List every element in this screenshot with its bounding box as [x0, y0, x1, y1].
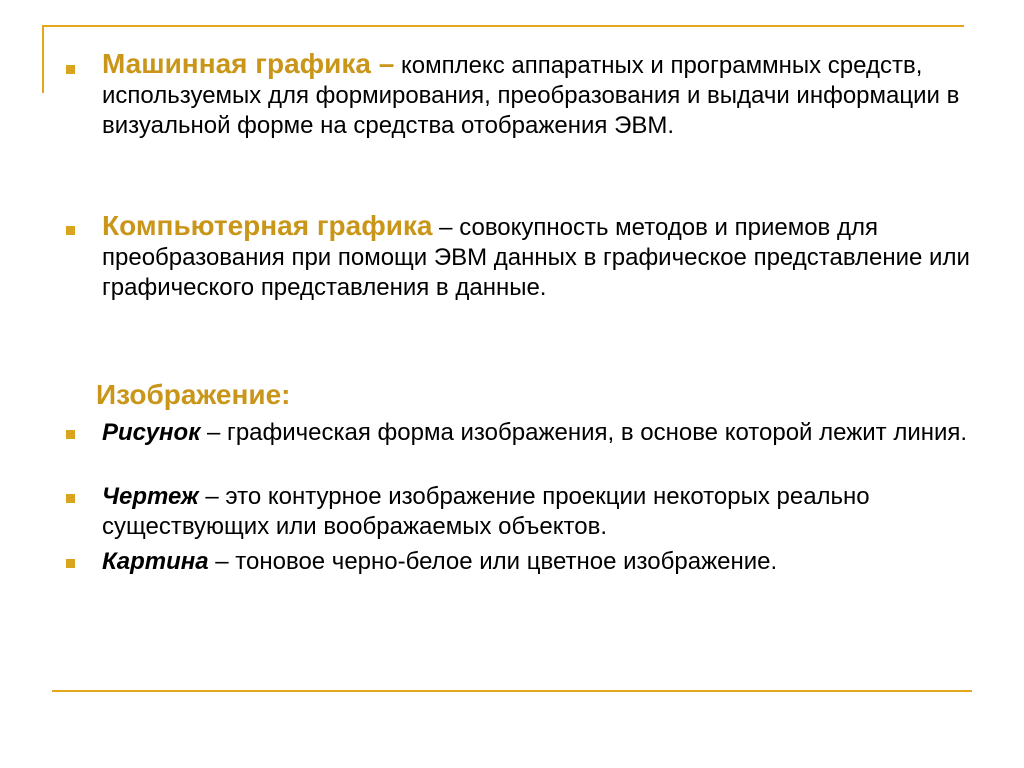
- term-drawing: Рисунок: [102, 419, 201, 446]
- bullet-square-icon: [66, 559, 75, 568]
- image-type-blueprint: [102, 482, 972, 542]
- term-machine-graphics: Машинная графика –: [102, 48, 395, 79]
- image-type-picture: [102, 547, 972, 577]
- definition-text: – совокупность методов и приемов для преобразования при помощи ЭВМ данных в графическое представление или графического представления в данные.: [102, 214, 970, 301]
- bullet-square-icon: [66, 494, 75, 503]
- image-type-text: – графическая форма изображения, в основе которой лежит линия.: [200, 419, 968, 446]
- image-type-text: – тоновое черно-белое или цветное изображение.: [208, 548, 778, 575]
- bullet-square-icon: [66, 226, 75, 235]
- image-type-text: – это контурное изображение проекции некоторых реально существующих или воображаемых объектов.: [102, 483, 870, 540]
- definition-machine-graphics: [102, 49, 972, 141]
- bottom-rule: [52, 690, 972, 692]
- section-title: Изображение:: [96, 379, 291, 410]
- term-blueprint: Чертеж: [102, 483, 199, 510]
- bullet-square-icon: [66, 430, 75, 439]
- definition-computer-graphics: [102, 211, 972, 303]
- term-picture: Картина: [102, 548, 209, 575]
- top-rule: [42, 25, 964, 27]
- definition-text: комплекс аппаратных и программных средств, используемых для формирования, преобразования и выдачи информации в визуальной форме на средства отображения ЭВМ.: [102, 52, 960, 139]
- term-computer-graphics: Компьютерная графика: [102, 210, 433, 241]
- image-type-drawing: [102, 418, 972, 448]
- left-rule: [42, 25, 44, 93]
- bullet-square-icon: [66, 65, 75, 74]
